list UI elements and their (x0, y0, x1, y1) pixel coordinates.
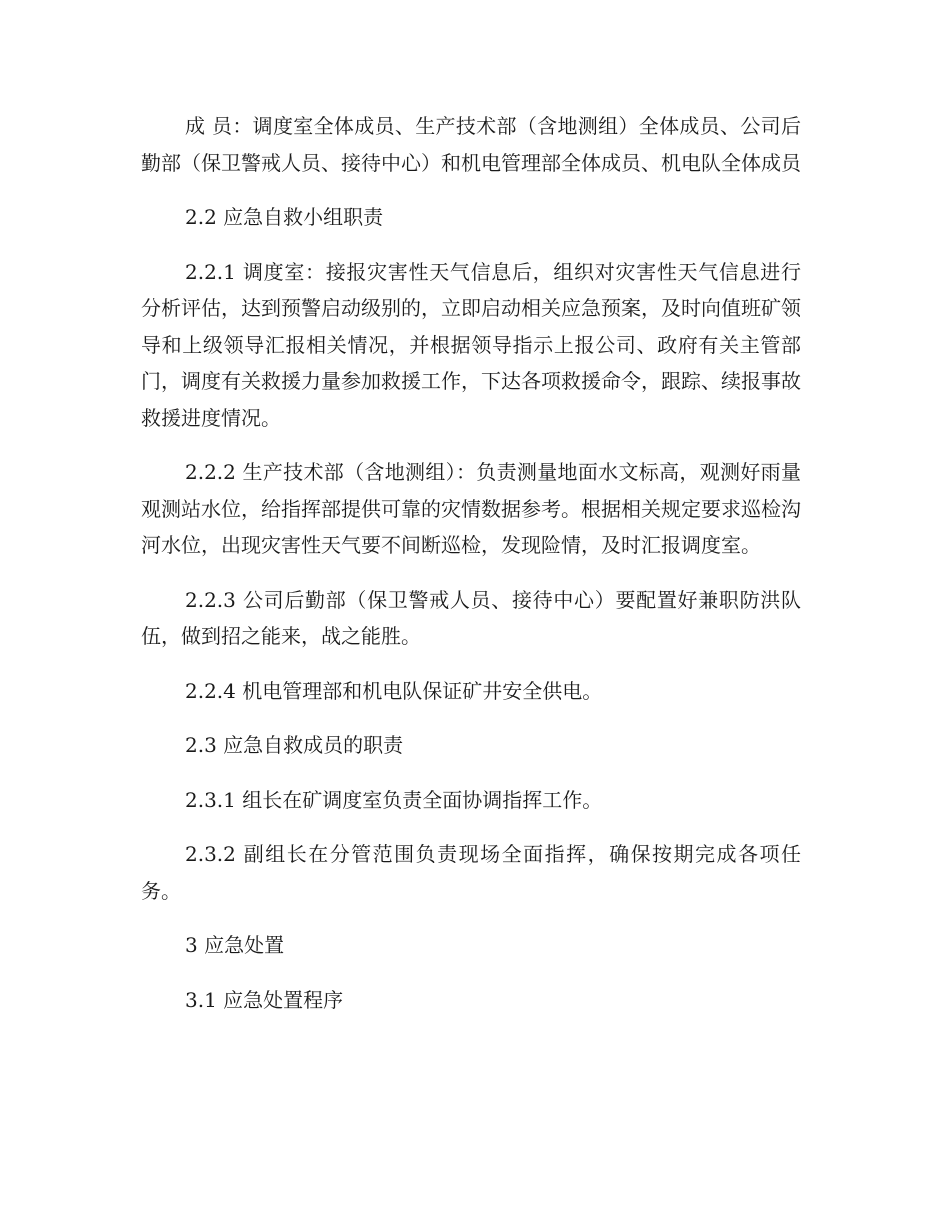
paragraph-members: 成 员：调度室全体成员、生产技术部（含地测组）全体成员、公司后勤部（保卫警戒人员、接待中心）和机电管理部全体成员、机电队全体成员 (141, 114, 801, 175)
paragraph-2-2-1: 2.2.1 调度室：接报灾害性天气信息后，组织对灾害性天气信息进行分析评估，达到预警启动级别的，立即启动相关应急预案，及时向值班矿领导和上级领导汇报相关情况，并根据领导指示上报公司、政府有关主管部门，调度有关救援力量参加救援工作，下达各项救援命令，跟踪、续报事故救援进度情况。 (141, 259, 801, 430)
paragraph-2-2-2: 2.2.2 生产技术部（含地测组）：负责测量地面水文标高，观测好雨量观测站水位，给指挥部提供可靠的灾情数据参考。根据相关规定要求巡检沟河水位，出现灾害性天气要不间断巡检，发现险情，及时汇报调度室。 (141, 460, 801, 557)
paragraph-2-2-4: 2.2.4 机电管理部和机电队保证矿井安全供电。 (185, 678, 603, 703)
heading-2-3: 2.3 应急自救成员的职责 (185, 733, 404, 757)
heading-3: 3 应急处置 (185, 933, 285, 957)
paragraph-2-3-2: 2.3.2 副组长在分管范围负责现场全面指挥，确保按期完成各项任务。 (141, 842, 801, 903)
paragraph-2-2-3: 2.2.3 公司后勤部（保卫警戒人员、接待中心）要配置好兼职防洪队伍，做到招之能来，战之能胜。 (141, 587, 801, 648)
paragraph-2-3-1: 2.3.1 组长在矿调度室负责全面协调指挥工作。 (185, 787, 603, 812)
heading-3-1: 3.1 应急处置程序 (185, 987, 344, 1012)
heading-2-2: 2.2 应急自救小组职责 (185, 205, 384, 229)
document-body (141, 108, 801, 1036)
